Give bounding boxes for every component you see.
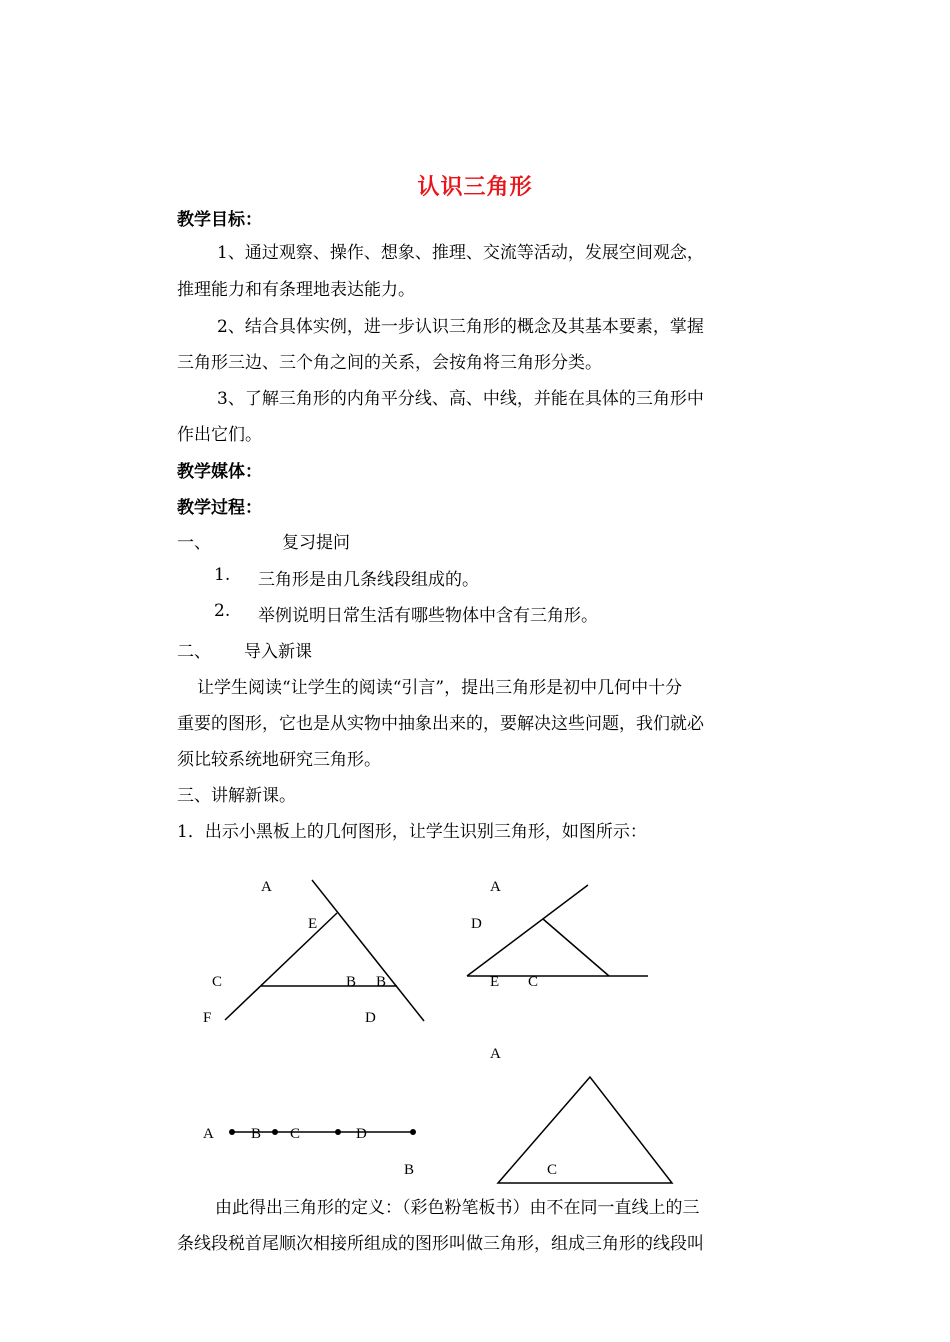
fig1-label-b2: B: [376, 974, 387, 990]
fig3-point-b: [272, 1129, 278, 1135]
intro-line-2: 重要的图形，它也是从实物中抽象出来的，要解决这些问题，我们就必: [177, 714, 704, 734]
figure-4: [490, 1046, 672, 1183]
fig2-label-c: C: [528, 974, 539, 990]
definition-line-1: 由此得出三角形的定义：（彩色粉笔板书）由不在同一直线上的三: [215, 1198, 700, 1218]
part-2-title: 导入新课: [244, 642, 312, 662]
goals-heading: 教学目标：: [177, 210, 262, 230]
part-1-title: 复习提问: [282, 533, 350, 553]
question-1-text: 三角形是由几条线段组成的。: [258, 570, 479, 590]
page-title: 认识三角形: [417, 174, 533, 200]
fig2-line-right: [543, 919, 609, 976]
fig1-label-a: A: [261, 879, 272, 895]
part-3-heading: 三、讲解新课。: [177, 786, 296, 806]
fig3-label-d: D: [356, 1126, 367, 1142]
fig1-line-left: [225, 913, 337, 1020]
fig1-label-b1: B: [346, 974, 357, 990]
fig1-label-f: F: [203, 1010, 212, 1026]
fig3-point-a: [229, 1129, 235, 1135]
fig2-label-e: E: [490, 974, 500, 990]
intro-line-1: 让学生阅读“让学生的阅读“引言”，提出三角形是初中几何中十分: [197, 678, 683, 698]
goal-1-line-2: 推理能力和有条理地表达能力。: [177, 280, 415, 300]
figure-3: [203, 1126, 416, 1178]
part-2-number: 二、: [177, 642, 211, 662]
fig2-label-d: D: [471, 916, 482, 932]
goal-3-line-1: 3、了解三角形的内角平分线、高、中线，并能在具体的三角形中: [217, 389, 704, 409]
step-1-text: 1．出示小黑板上的几何图形，让学生识别三角形，如图所示：: [177, 822, 647, 842]
figure-2: [467, 879, 648, 990]
fig2-label-a: A: [490, 879, 501, 895]
fig2-line-diagonal: [467, 885, 588, 976]
fig3-point-c: [335, 1129, 341, 1135]
fig4-triangle: [498, 1077, 672, 1183]
fig3-point-d: [410, 1129, 416, 1135]
fig1-label-e: E: [308, 916, 318, 932]
fig3-label-c: C: [290, 1126, 301, 1142]
fig3-label-a: A: [203, 1126, 214, 1142]
fig1-line-right: [312, 880, 424, 1021]
question-2-text: 举例说明日常生活有哪些物体中含有三角形。: [258, 606, 598, 626]
media-heading: 教学媒体：: [177, 462, 262, 482]
fig3-label-b: B: [251, 1126, 262, 1142]
goal-3-line-2: 作出它们。: [177, 425, 262, 445]
fig4-label-c: C: [547, 1162, 558, 1178]
fig1-label-c: C: [212, 974, 223, 990]
goal-2-line-2: 三角形三边、三个角之间的关系，会按角将三角形分类。: [177, 353, 602, 373]
fig4-label-a: A: [490, 1046, 501, 1062]
goal-2-line-1: 2、结合具体实例，进一步认识三角形的概念及其基本要素，掌握: [217, 317, 704, 337]
intro-line-3: 须比较系统地研究三角形。: [177, 750, 381, 770]
fig3-label-b-bottom: B: [404, 1162, 415, 1178]
figure-1: [203, 879, 424, 1026]
definition-line-2: 条线段税首尾顺次相接所组成的图形叫做三角形，组成三角形的线段叫: [177, 1234, 704, 1254]
question-1-number: 1.: [214, 565, 231, 585]
process-heading: 教学过程：: [177, 498, 262, 518]
fig1-label-d: D: [365, 1010, 376, 1026]
goal-1-line-1: 1、通过观察、操作、想象、推理、交流等活动，发展空间观念，: [217, 243, 704, 263]
question-2-number: 2.: [214, 601, 231, 621]
part-1-number: 一、: [177, 533, 211, 553]
